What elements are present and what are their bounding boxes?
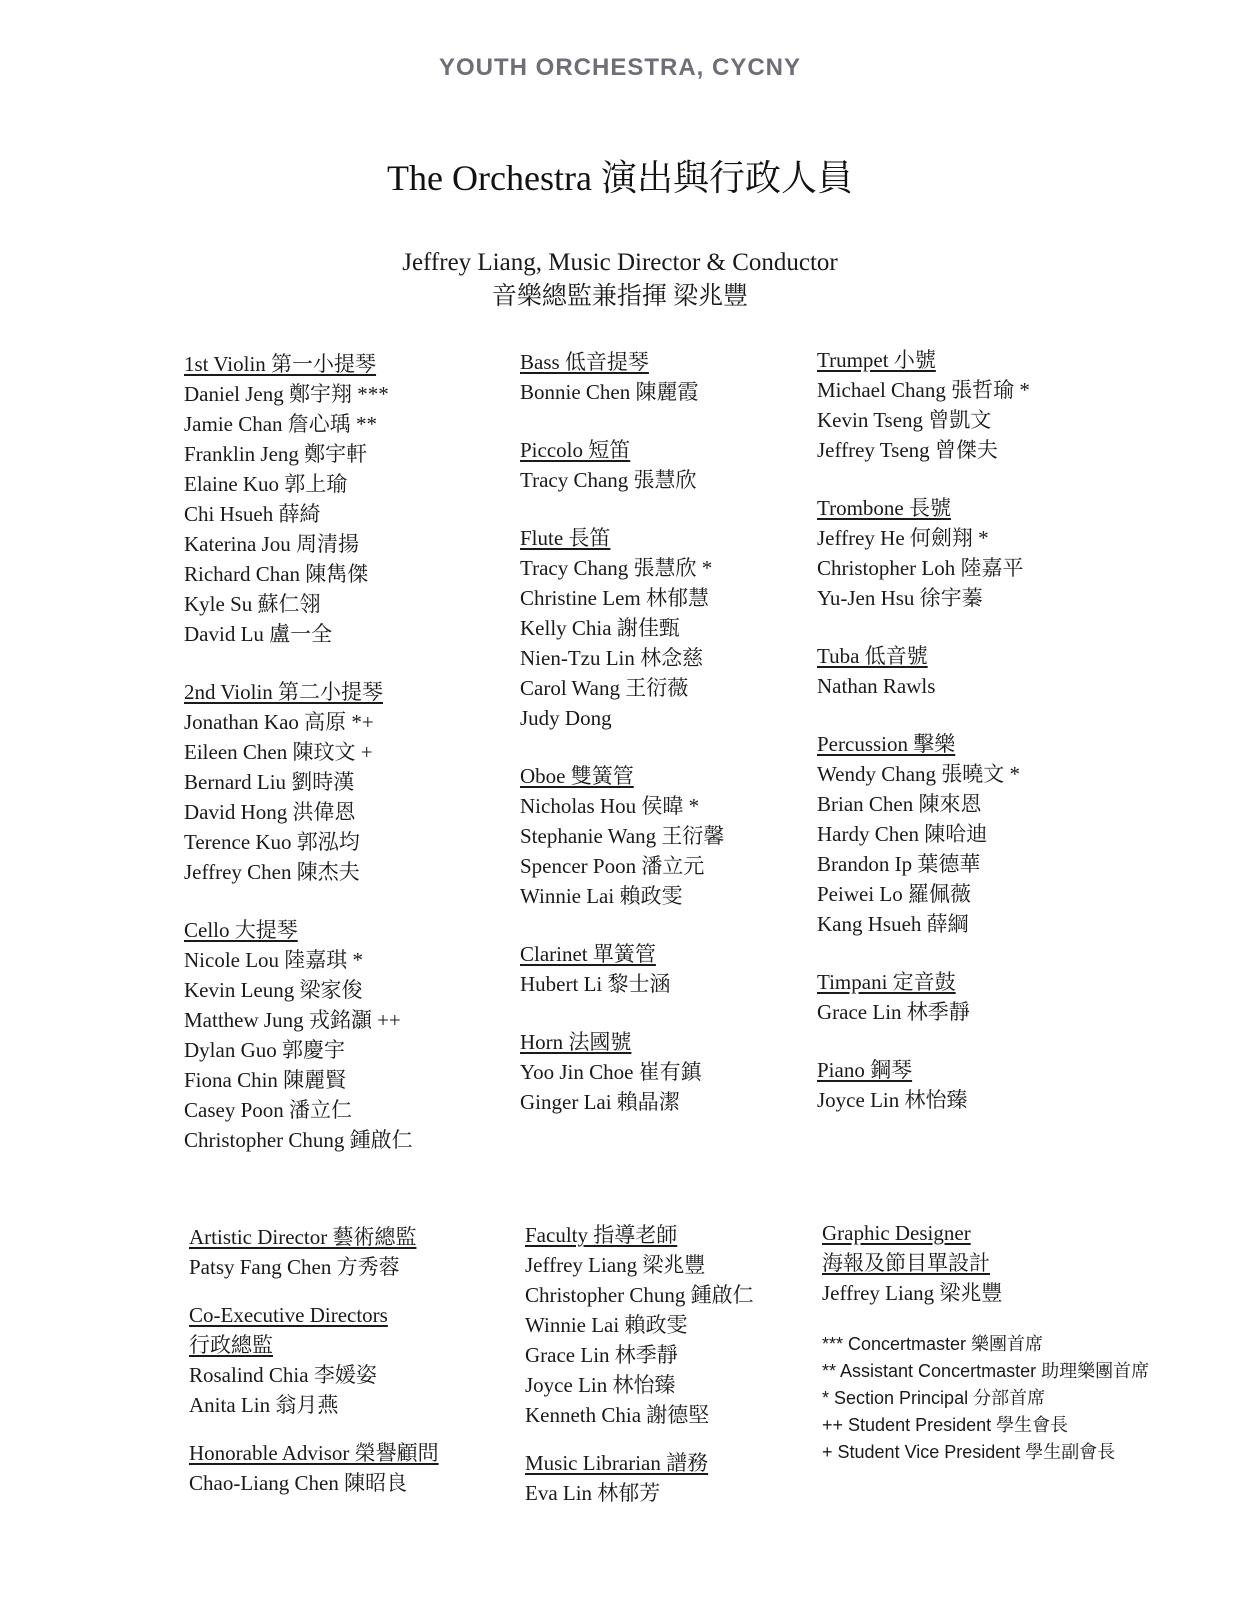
member: Jamie Chan 詹心瑀 ** [184,412,378,436]
section-heading: Tuba 低音號 [817,644,928,668]
section-heading: Timpani 定音鼓 [817,970,956,994]
member: Matthew Jung 戎銘灝 ++ [184,1008,401,1032]
member: Grace Lin 林季靜 [525,1343,678,1367]
legend-item: ** Assistant Concertmaster 助理樂團首席 [822,1361,1150,1381]
section-heading: 行政總監 [189,1333,273,1357]
section-horn [520,1027,724,1117]
admin-column-2 [525,1220,754,1526]
member: Joyce Lin 林怡臻 [525,1373,676,1397]
member: Bernard Liu 劉時漢 [184,770,355,794]
section-heading: Honorable Advisor 榮譽顧問 [189,1441,439,1465]
member: Spencer Poon 潘立元 [520,854,705,878]
section-trumpet [817,345,1030,465]
section-cello [184,915,413,1155]
member: Stephanie Wang 王衍馨 [520,824,725,848]
section-violin2 [184,677,413,887]
section-heading: Faculty 指導老師 [525,1223,678,1247]
conductor-line-english: Jeffrey Liang, Music Director & Conductor [402,249,838,276]
section-heading: Trombone 長號 [817,496,951,520]
member: Christopher Loh 陸嘉平 [817,556,1024,580]
member: Richard Chan 陳雋傑 [184,562,369,586]
member: Eileen Chen 陳玟文 + [184,740,373,764]
member: Nathan Rawls [817,674,936,698]
section-heading: Horn 法國號 [520,1030,632,1054]
member: Judy Dong [520,706,612,730]
page-title: The Orchestra 演出與行政人員 [387,158,853,198]
member: Kelly Chia 謝佳甄 [520,616,680,640]
member: Katerina Jou 周清揚 [184,532,359,556]
section-tuba [817,641,1030,701]
section-clarinet [520,939,724,999]
member: Hubert Li 黎士涵 [520,972,671,996]
section-piano [817,1055,1030,1115]
member: David Lu 盧一全 [184,622,333,646]
member: Carol Wang 王衍薇 [520,676,689,700]
section-heading: Percussion 擊樂 [817,732,956,756]
member: Rosalind Chia 李媛姿 [189,1363,377,1387]
section-heading: Piccolo 短笛 [520,438,631,462]
member: Winnie Lai 賴政雯 [520,884,683,908]
member: Jeffrey Liang 梁兆豐 [525,1253,706,1277]
member: Yoo Jin Choe 崔有鎮 [520,1060,702,1084]
section-heading: Bass 低音提琴 [520,350,649,374]
member: Elaine Kuo 郭上瑜 [184,472,348,496]
section-percussion [817,729,1030,939]
member: Christine Lem 林郁慧 [520,586,709,610]
member: Chao-Liang Chen 陳昭良 [189,1471,408,1495]
section-trombone [817,493,1030,613]
member: Jeffrey Chen 陳杰夫 [184,860,360,884]
legend-item: ++ Student President 學生會長 [822,1415,1069,1435]
section-music-librarian [525,1448,754,1508]
member: Terence Kuo 郭泓均 [184,830,360,854]
member: Christopher Chung 鍾啟仁 [184,1128,413,1152]
member: Tracy Chang 張慧欣 * [520,556,713,580]
section-heading: Cello 大提琴 [184,918,298,942]
member: Bonnie Chen 陳麗霞 [520,380,699,404]
section-violin1 [184,349,413,649]
section-piccolo [520,435,724,495]
roster-column-3 [817,345,1030,1143]
section-heading: Music Librarian 譜務 [525,1451,709,1475]
section-heading: Trumpet 小號 [817,348,936,372]
member: Nien-Tzu Lin 林念慈 [520,646,704,670]
section-heading: Flute 長笛 [520,526,611,550]
member: David Hong 洪偉恩 [184,800,356,824]
section-artistic-director [189,1222,439,1282]
section-bass [520,347,724,407]
member: Jonathan Kao 高原 *+ [184,710,374,734]
section-flute [520,523,724,733]
member: Joyce Lin 林怡臻 [817,1088,968,1112]
section-oboe [520,761,724,911]
section-heading: Graphic Designer [822,1221,971,1245]
member: Chi Hsueh 薛綺 [184,502,321,526]
member: Fiona Chin 陳麗賢 [184,1068,347,1092]
member: Michael Chang 張哲瑜 * [817,378,1030,402]
member: Dylan Guo 郭慶宇 [184,1038,345,1062]
roster-column-2 [520,347,724,1145]
member: Ginger Lai 賴晶潔 [520,1090,680,1114]
member: Daniel Jeng 鄭宇翔 *** [184,382,389,406]
member: Casey Poon 潘立仁 [184,1098,352,1122]
legend-item: + Student Vice President 學生副會長 [822,1442,1116,1462]
member: Tracy Chang 張慧欣 [520,468,697,492]
symbol-legend [822,1331,1149,1466]
member: Brian Chen 陳來恩 [817,792,982,816]
section-graphic-designer [822,1218,1002,1308]
page-header: YOUTH ORCHESTRA, CYCNY [438,54,802,81]
member: Wendy Chang 張曉文 * [817,762,1021,786]
member: Kang Hsueh 薛綱 [817,912,969,936]
section-heading: Piano 鋼琴 [817,1058,913,1082]
member: Eva Lin 林郁芳 [525,1481,661,1505]
member: Nicole Lou 陸嘉琪 * [184,948,364,972]
section-co-executive-directors [189,1300,439,1420]
member: Christopher Chung 鍾啟仁 [525,1283,754,1307]
conductor-credit [0,246,1240,314]
member: Yu-Jen Hsu 徐宇蓁 [817,586,983,610]
member: Kyle Su 蘇仁翎 [184,592,321,616]
member: Patsy Fang Chen 方秀蓉 [189,1255,400,1279]
admin-column-3 [822,1218,1002,1326]
legend-item: * Section Principal 分部首席 [822,1388,1046,1408]
member: Jeffrey Tseng 曾傑夫 [817,438,998,462]
member: Nicholas Hou 侯暐 * [520,794,700,818]
legend-item: *** Concertmaster 樂團首席 [822,1334,1044,1354]
member: Kenneth Chia 謝德堅 [525,1403,710,1427]
member: Kevin Leung 梁家俊 [184,978,363,1002]
section-heading: Oboe 雙簧管 [520,764,634,788]
member: Anita Lin 翁月燕 [189,1393,339,1417]
section-timpani [817,967,1030,1027]
member: Hardy Chen 陳哈迪 [817,822,988,846]
section-faculty [525,1220,754,1430]
member: Winnie Lai 賴政雯 [525,1313,688,1337]
section-heading: Clarinet 單簧管 [520,942,656,966]
conductor-line-chinese: 音樂總監兼指揮 梁兆豐 [491,283,749,310]
member: Jeffrey Liang 梁兆豐 [822,1281,1003,1305]
member: Grace Lin 林季靜 [817,1000,970,1024]
section-honorable-advisor [189,1438,439,1498]
member: Kevin Tseng 曾凱文 [817,408,992,432]
member: Peiwei Lo 羅佩薇 [817,882,971,906]
member: Franklin Jeng 鄭宇軒 [184,442,368,466]
member: Jeffrey He 何劍翔 * [817,526,989,550]
section-heading: 2nd Violin 第二小提琴 [184,680,384,704]
section-heading: 海報及節目單設計 [822,1251,990,1275]
roster-column-1 [184,349,413,1183]
admin-column-1 [189,1222,439,1516]
section-heading: 1st Violin 第一小提琴 [184,352,377,376]
member: Brandon Ip 葉德華 [817,852,981,876]
section-heading: Artistic Director 藝術總監 [189,1225,417,1249]
section-heading: Co-Executive Directors [189,1303,388,1327]
